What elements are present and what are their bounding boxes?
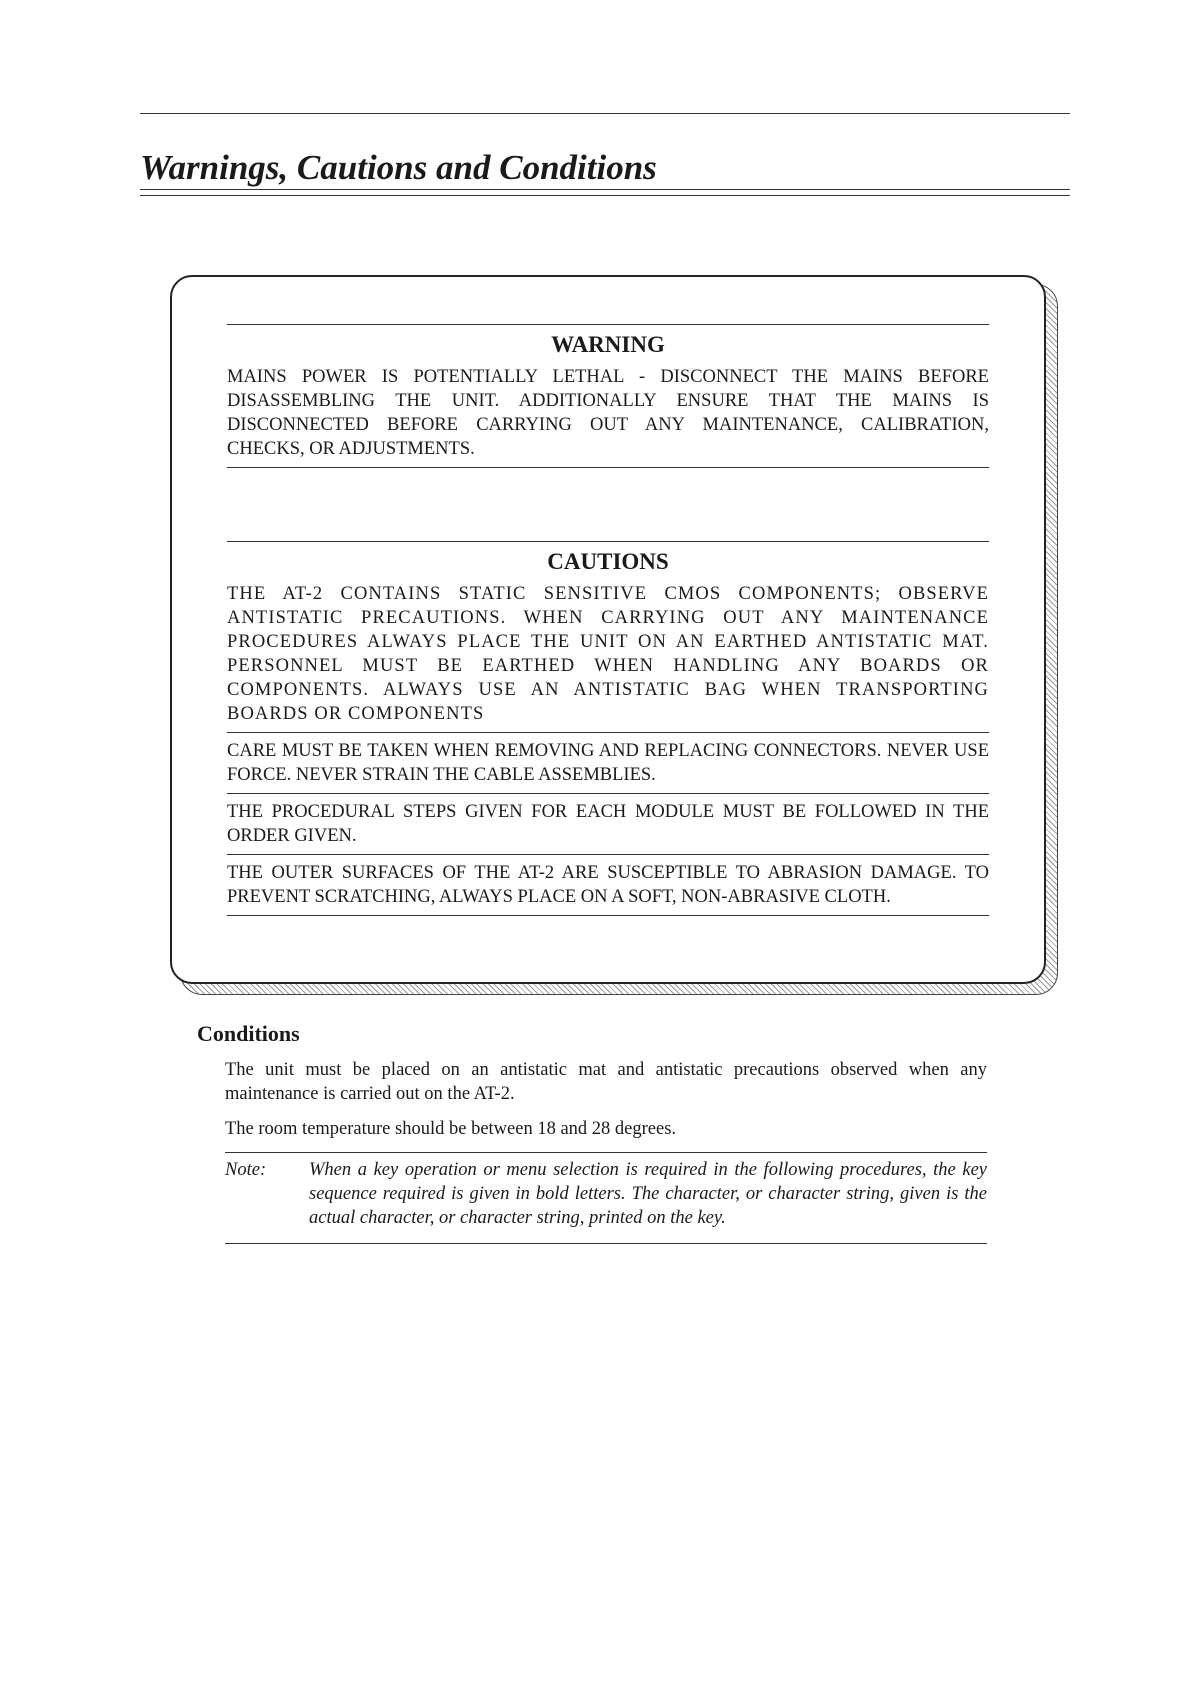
divider bbox=[227, 793, 989, 794]
conditions-paragraph: The unit must be placed on an antistatic mat and antistatic precautions observed when any maintenance is carried out on the AT-2. bbox=[225, 1060, 987, 1104]
note-block bbox=[225, 1152, 987, 1244]
caution-item: THE AT-2 CONTAINS STATIC SENSITIVE CMOS COMPONENTS; OBSERVE ANTISTATIC PRECAUTIONS. WHEN CARRYING OUT ANY MAINTENANCE PROCEDURES ALWAYS PLACE THE UNIT ON AN EARTHED ANTISTATIC MAT. PERSONNEL MUST BE EARTHED WHEN HANDLING ANY BOARDS OR COMPONENTS. ALWAYS USE AN ANTISTATIC BAG WHEN TRANSPORTING BOARDS OR COMPONENTS bbox=[227, 584, 989, 724]
title-underline bbox=[140, 189, 1070, 190]
caution-item: CARE MUST BE TAKEN WHEN REMOVING AND REPLACING CONNECTORS. NEVER USE FORCE. NEVER STRAIN THE CABLE ASSEMBLIES. bbox=[227, 741, 989, 785]
divider bbox=[227, 324, 989, 325]
divider bbox=[227, 732, 989, 733]
title-underline-secondary bbox=[140, 195, 1070, 196]
conditions-paragraph: The room temperature should be between 18 and 28 degrees. bbox=[225, 1119, 677, 1139]
conditions-section bbox=[225, 1058, 987, 1244]
warning-cautions-content bbox=[227, 324, 989, 916]
caution-item: THE OUTER SURFACES OF THE AT-2 ARE SUSCEPTIBLE TO ABRASION DAMAGE. TO PREVENT SCRATCHING, ALWAYS PLACE ON A SOFT, NON-ABRASIVE CLOTH. bbox=[227, 863, 989, 907]
page-title: Warnings, Cautions and Conditions bbox=[140, 148, 657, 187]
spacer bbox=[227, 468, 989, 541]
divider bbox=[227, 541, 989, 542]
note-text: When a key operation or menu selection is required in the following procedures, the key sequence required is given in bold letters. The character, or character string, given is the actual character, or character string, printed on the key. bbox=[309, 1160, 987, 1228]
note-label: Note: bbox=[225, 1160, 267, 1180]
conditions-heading: Conditions bbox=[197, 1021, 300, 1046]
caution-item: THE PROCEDURAL STEPS GIVEN FOR EACH MODULE MUST BE FOLLOWED IN THE ORDER GIVEN. bbox=[227, 802, 989, 846]
divider bbox=[227, 915, 989, 916]
divider bbox=[227, 854, 989, 855]
warning-cautions-box bbox=[170, 275, 1046, 984]
cautions-heading: CAUTIONS bbox=[547, 549, 669, 574]
warning-text: MAINS POWER IS POTENTIALLY LETHAL - DISCONNECT THE MAINS BEFORE DISASSEMBLING THE UNIT. ADDITIONALLY ENSURE THAT THE MAINS IS DISCONNECTED BEFORE CARRYING OUT ANY MAINTENANCE, CALIBRATION, CHECKS, OR ADJUSTMENTS. bbox=[227, 367, 989, 459]
warning-heading: WARNING bbox=[551, 332, 665, 357]
top-rule bbox=[140, 113, 1070, 114]
